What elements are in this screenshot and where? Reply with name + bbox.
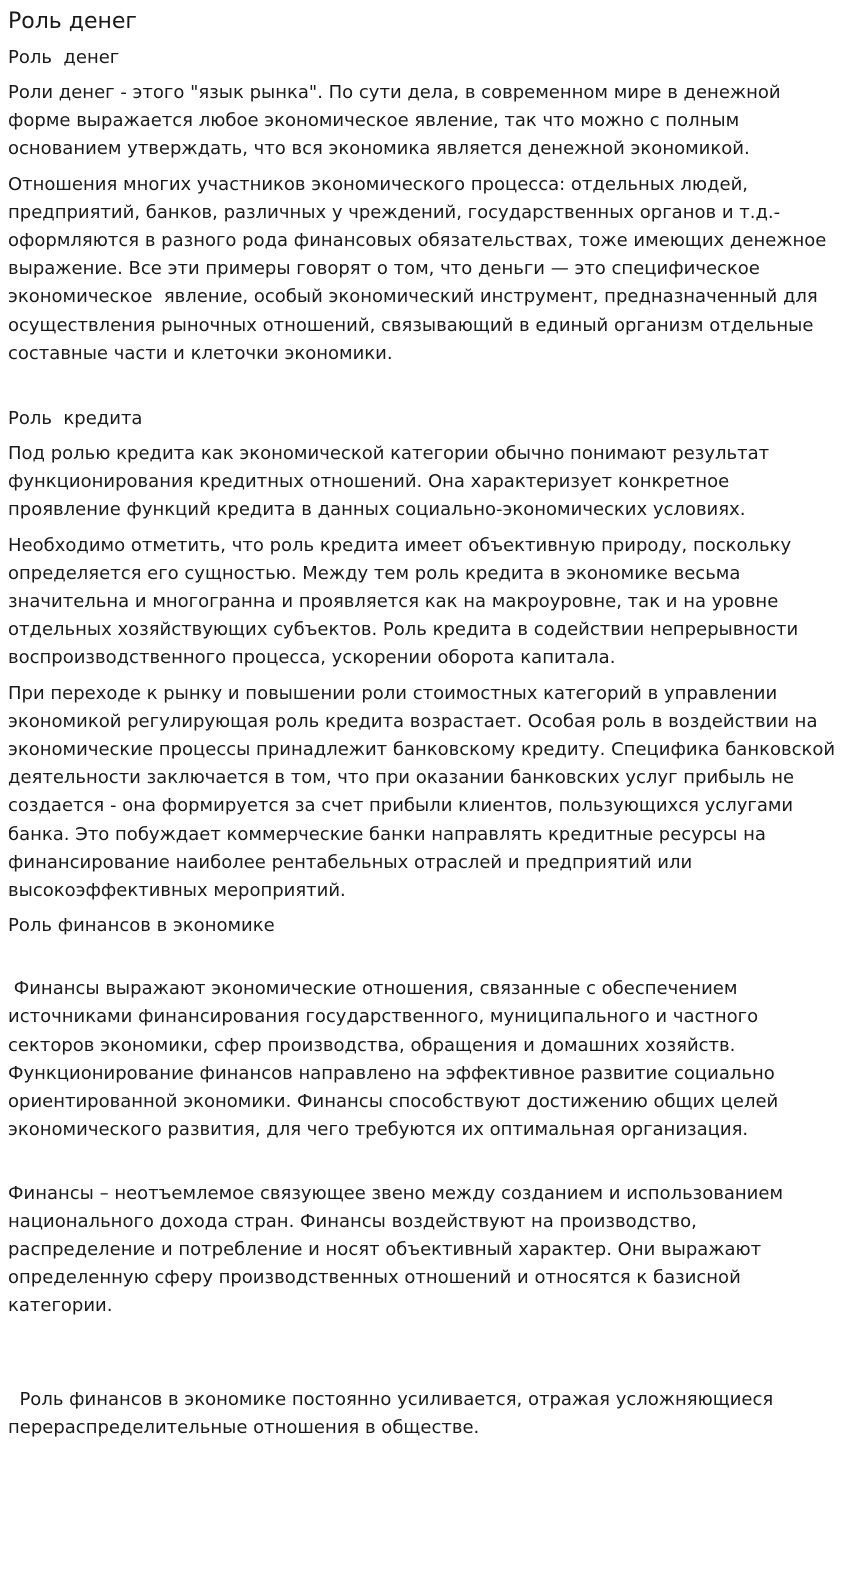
credit-paragraph-2: Необходимо отметить, что роль кредита имеет объективную природу, поскольку определяется его сущностью. Между тем роль кредита в экономике весьма значительна и многогранна и проявляется как на макроуровне, так и на уровне отдельных хозяйствующих субъектов. Роль кредита в содействии непрерывности воспроизводственного процесса, ускорении оборота капитала. (8, 534, 804, 669)
money-paragraph-1: Роли денег - этого "язык рынка". По сути дела, в современном мире в денежной форме выражается любое экономическое явление, так что можно с полным основанием утверждать, что вся экономика является денежной экономикой. (8, 82, 787, 160)
credit-heading: Роль кредита (8, 408, 143, 430)
spacer (8, 375, 837, 405)
finance-heading: Роль финансов в экономике (8, 915, 275, 937)
finance-paragraph-2: Финансы – неотъемлемое связующее звено между созданием и использованием национального дохода стран. Финансы воздействуют на производство, распределение и потребление и носят объективный характер. Они выражают определенную сферу производственных отношений и относятся к базисной категории. (8, 1182, 789, 1317)
page-title: Роль денег (8, 9, 137, 34)
spacer (8, 1152, 837, 1180)
money-paragraph-2: Отношения многих участников экономического процесса: отдельных людей, предприятий, банков, различных у чреждений, государственных органов и т.д.- оформляются в разного рода финансовых обязательствах, тоже имеющих денежное выражение. Все эти примеры говорят о том, что деньги — это специфическое экономическое явление, особый экономический инструмент, предназначенный для осуществления рыночных отношений, связывающий в единый организм отдельные составные части и клеточки экономики. (8, 173, 833, 364)
finance-paragraph-1: Финансы выражают экономические отношения, связанные с обеспечением источниками финансирования государственного, муниципального и частного секторов экономики, сфер производства, обращения и домашних хозяйств. Функционирование финансов направлено на эффективное развитие социально ориентированной экономики. Финансы способствуют достижению общих целей экономического развития, для чего требуются их оптимальная организация. (8, 978, 784, 1141)
spacer (8, 1328, 837, 1386)
finance-paragraph-3: Роль финансов в экономике постоянно усиливается, отражая усложняющиеся перераспределительные отношения в обществе. (8, 1388, 779, 1438)
credit-paragraph-3: При переходе к рынку и повышении роли стоимостных категорий в управлении экономикой регулирующая роль кредита возрастает. Особая роль в воздействии на экономические процессы принадлежит банковскому кредиту. Специфика банковской деятельности заключается в том, что при оказании банковских услуг прибыль не создается - она формируется за счет прибыли клиентов, пользующихся услугами банка. Это побуждает коммерческие банки направлять кредитные ресурсы на финансирование наиболее рентабельных отраслей и предприятий или высокоэффективных мероприятий. (8, 682, 841, 902)
money-heading: Роль денег (8, 47, 120, 68)
spacer (8, 947, 837, 975)
credit-paragraph-1: Под ролью кредита как экономической категории обычно понимают результат функционирования кредитных отношений. Она характеризует конкретное проявление функций кредита в данных социально-экономических условиях. (8, 443, 775, 521)
